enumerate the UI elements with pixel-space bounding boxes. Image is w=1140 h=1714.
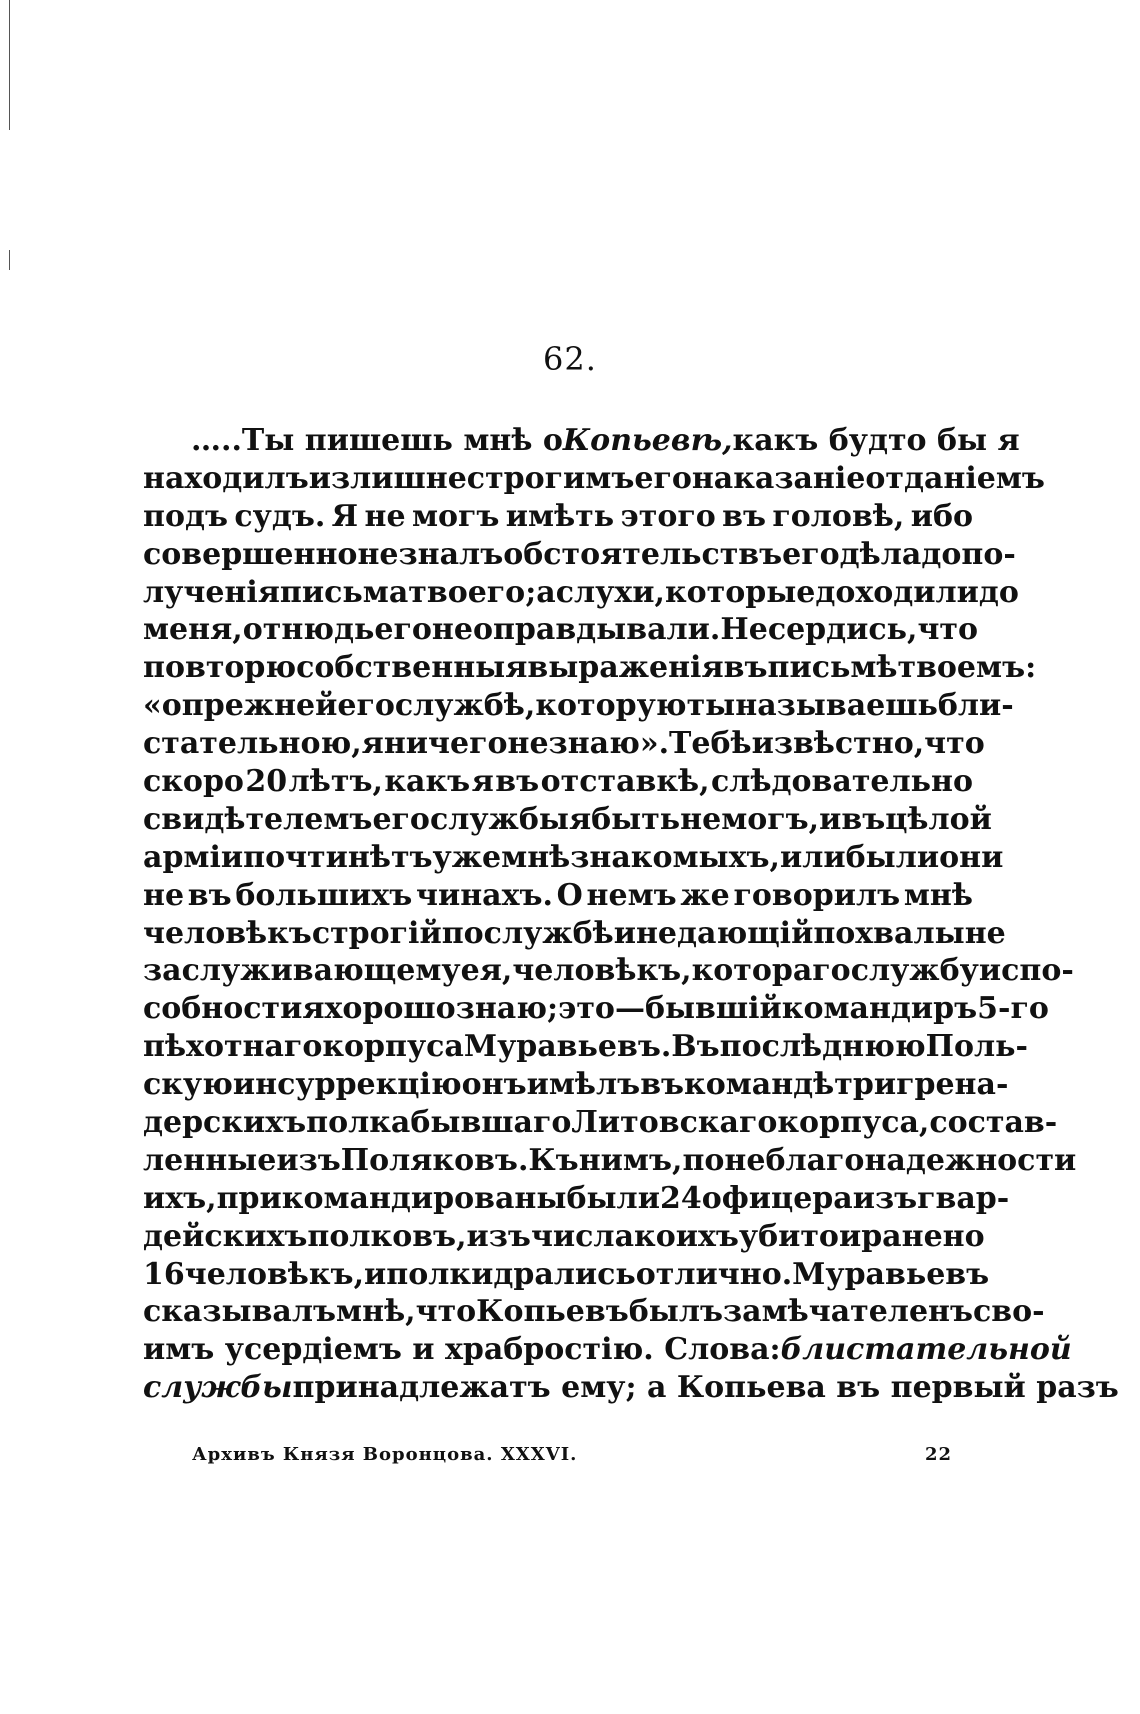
word: ея, (460, 953, 513, 989)
word: Тебѣ (669, 726, 752, 762)
word: и (838, 1218, 862, 1254)
word: твоего; (408, 574, 537, 610)
word: отлично. (635, 1256, 793, 1292)
word: его (374, 612, 432, 648)
word: что (415, 1294, 477, 1330)
text-line (143, 1369, 1119, 1407)
text-line (143, 574, 1019, 612)
word: стательною, (143, 726, 362, 762)
word: а (536, 574, 556, 610)
word: командиръ (781, 991, 978, 1027)
word: 24 (659, 1180, 702, 1216)
word: бли- (937, 688, 1014, 724)
word: лѣтъ, (288, 764, 383, 800)
word: повторю (143, 650, 297, 686)
word: неблагонадежности (724, 1142, 1077, 1178)
word: былъ (628, 1294, 723, 1330)
text-line (143, 1256, 990, 1294)
word: Въ (671, 1029, 720, 1065)
word: не (635, 915, 678, 951)
word: не (364, 498, 406, 534)
volume-number: XXXVI. (500, 1444, 578, 1465)
word: службѣ, (394, 688, 536, 724)
word: его (782, 536, 840, 572)
word: не (964, 915, 1006, 951)
word: ничего (383, 726, 508, 762)
word: замѣчателенъ (723, 1294, 974, 1330)
word: большихъ (235, 877, 413, 913)
word: имѣть (505, 498, 615, 534)
word: меня, (143, 612, 243, 648)
footer-title (192, 1444, 577, 1465)
word: арміи (143, 839, 244, 875)
word: по (682, 1142, 725, 1178)
text-line (143, 1028, 1028, 1066)
word: дающій (677, 915, 814, 951)
word: судъ. (234, 498, 326, 534)
word: строгій (311, 915, 442, 951)
word: хорошо (324, 991, 456, 1027)
word: я (302, 991, 325, 1027)
word: письма (279, 574, 409, 610)
text-line (143, 915, 1006, 953)
word: зналъ (398, 536, 504, 572)
word: мнѣ, (336, 1294, 416, 1330)
italic-quote: блистательной (780, 1332, 1072, 1368)
word: полки (386, 1256, 494, 1292)
word: инсуррекцію (232, 1067, 462, 1103)
word: въ (841, 801, 886, 837)
word: послѣднюю (719, 1029, 926, 1065)
word: Поль- (925, 1029, 1028, 1065)
scan-edge-line (9, 250, 10, 270)
word: извѣстно, (751, 726, 925, 762)
word: котораго (691, 953, 851, 989)
word: изъ (852, 1180, 918, 1216)
word: не (143, 877, 185, 913)
word: не (680, 801, 722, 837)
text-line (143, 763, 973, 801)
text-line (143, 1331, 1072, 1369)
word: они (939, 839, 1004, 875)
word: его (634, 460, 692, 496)
word: Муравьевъ (792, 1256, 990, 1292)
word: корпуса (322, 1029, 464, 1065)
word: не (507, 726, 549, 762)
word: грена- (896, 1067, 1009, 1103)
word: скоро (143, 764, 244, 800)
word: ты (686, 688, 736, 724)
text-line (143, 952, 1074, 990)
word: Я (331, 498, 359, 534)
word: прежней (181, 688, 338, 724)
word: изъ (466, 1218, 531, 1254)
word: я (361, 726, 384, 762)
word: чинахъ. (416, 877, 553, 913)
body-text (143, 422, 1119, 1407)
word: Не (720, 612, 768, 648)
text-line (143, 990, 1049, 1028)
text-line (143, 877, 973, 915)
word: отнюдь (242, 612, 375, 648)
word: заслуживающему (143, 953, 461, 989)
word: бывшаго (410, 1105, 572, 1141)
word: службѣ (483, 915, 614, 951)
word: полка (306, 1105, 411, 1141)
word: находилъ (143, 460, 309, 496)
printer-signature: 22 (924, 1444, 952, 1465)
word: строгимъ (466, 460, 635, 496)
word: обстоятельствъ (503, 536, 783, 572)
word: дейскихъ (143, 1218, 308, 1254)
word: выраженія (527, 650, 724, 686)
text-line (143, 611, 979, 649)
word: наказаніе (691, 460, 866, 496)
word: — (614, 991, 645, 1027)
word: подъ (143, 498, 228, 534)
word: бывшій (644, 991, 782, 1027)
text-line (143, 1142, 1077, 1180)
word: до (921, 536, 962, 572)
word: гвар- (917, 1180, 1010, 1216)
text-line (143, 725, 985, 763)
text-line (143, 1180, 1010, 1218)
word: мнѣ (501, 839, 571, 875)
word: въ (723, 650, 768, 686)
word: я (568, 801, 592, 837)
word: спо- (1001, 953, 1074, 989)
word: мнѣ (903, 877, 973, 913)
text-fragment: принадлежатъ ему; а Копьева въ первый разъ (292, 1370, 1119, 1406)
word: сказывалъ (143, 1294, 337, 1330)
word: немъ (586, 877, 677, 913)
word: по (441, 915, 484, 951)
word: его (372, 801, 430, 837)
word: по- (961, 536, 1016, 572)
word: излишне (308, 460, 467, 496)
word: Муравьевъ. (463, 1029, 672, 1065)
word: офицера (701, 1180, 853, 1216)
word: оправдывали. (472, 612, 721, 648)
word: изъ (276, 1142, 341, 1178)
word: могъ (411, 498, 500, 534)
word: ибо (910, 498, 973, 534)
word: же (680, 877, 730, 913)
word: въ (722, 498, 767, 534)
word: дерскихъ (143, 1105, 307, 1141)
word: ленные (143, 1142, 277, 1178)
text-line (143, 801, 992, 839)
word: отданіемъ (865, 460, 1045, 496)
word: отставкѣ, (540, 764, 710, 800)
word: письмѣ (767, 650, 898, 686)
text-line (143, 1218, 985, 1256)
word: его (337, 688, 395, 724)
word: и (613, 915, 636, 951)
word: 5-го (977, 991, 1049, 1027)
word: и (978, 953, 1002, 989)
word: и (819, 801, 842, 837)
word: скую (143, 1067, 233, 1103)
text-line (143, 536, 1016, 574)
word: не (357, 536, 399, 572)
word: Поляковъ. (340, 1142, 529, 1178)
text-line (143, 839, 1004, 877)
word: онъ (461, 1067, 527, 1103)
word: лученія (143, 574, 280, 610)
word: что (917, 612, 979, 648)
word: сердись, (767, 612, 918, 648)
word: коихъ (634, 1218, 739, 1254)
word: нимъ, (578, 1142, 683, 1178)
word: сво- (973, 1294, 1045, 1330)
word: въ (187, 877, 232, 913)
word: состав- (929, 1105, 1058, 1141)
text-line (143, 1066, 1009, 1104)
italic-quote: службы (143, 1370, 293, 1406)
word: совершенно (143, 536, 358, 572)
word: были (566, 1180, 660, 1216)
word: слѣдовательно (711, 764, 973, 800)
archive-title: Архивъ Князя Воронцова. (192, 1444, 494, 1465)
text-line (143, 1104, 1058, 1142)
text-line (143, 460, 1045, 498)
word: похвалы (813, 915, 965, 951)
word: почти (243, 839, 348, 875)
word: Къ (528, 1142, 579, 1178)
section-number: 62. (543, 340, 597, 378)
page-footer (192, 1444, 952, 1465)
word: я (471, 764, 494, 800)
word: уже (432, 839, 502, 875)
word: называешь (735, 688, 938, 724)
word: въ (495, 764, 540, 800)
word: которую (535, 688, 687, 724)
word: ихъ, (143, 1180, 217, 1216)
word: командѣ (684, 1067, 835, 1103)
word: были (845, 839, 940, 875)
word: головѣ, (772, 498, 905, 534)
word: службы (429, 801, 569, 837)
word: О (556, 877, 583, 913)
word: собственныя (296, 650, 528, 686)
word: Копьевъ (476, 1294, 629, 1330)
word: знаю; (455, 991, 559, 1027)
word: 16 (143, 1256, 185, 1292)
word: дѣла (839, 536, 922, 572)
word: человѣкъ, (184, 1256, 365, 1292)
word: числа (530, 1218, 635, 1254)
word: свидѣтелемъ (143, 801, 373, 837)
word: «о (143, 688, 182, 724)
text-fragment: …..Ты пишешь мнѣ о (191, 423, 563, 458)
word: это (558, 991, 615, 1027)
word: быть (591, 801, 681, 837)
word: знаю». (548, 726, 670, 762)
word: которые (664, 574, 816, 610)
word: этого (620, 498, 716, 534)
word: человѣкъ, (512, 953, 692, 989)
word: или (779, 839, 846, 875)
word: прикомандированы (216, 1180, 567, 1216)
word: ранено (861, 1218, 985, 1254)
text-fragment: имъ усердіемъ и храбростію. Слова: (143, 1332, 781, 1368)
word: слухи, (555, 574, 665, 610)
italic-name: Копьевѣ, (562, 423, 733, 458)
word: говорилъ (733, 877, 901, 913)
word: три (834, 1067, 897, 1103)
word: нѣтъ (347, 839, 433, 875)
word: цѣлой (885, 801, 992, 837)
word: собности (143, 991, 303, 1027)
word: имѣлъ (526, 1067, 641, 1103)
word: Литовскаго (571, 1105, 778, 1141)
word: какъ (384, 764, 471, 800)
text-line (143, 498, 973, 536)
word: знакомыхъ, (570, 839, 780, 875)
scan-edge-line (9, 0, 10, 130)
word: могъ, (721, 801, 820, 837)
word: пѣхотнаго (143, 1029, 323, 1065)
word: 20 (245, 764, 288, 800)
text-line (143, 1293, 1045, 1331)
word: убито (738, 1218, 839, 1254)
word: и (364, 1256, 387, 1292)
word: не (431, 612, 473, 648)
word: службу (850, 953, 979, 989)
text-line (143, 422, 1020, 460)
word: до (978, 574, 1019, 610)
text-line (143, 649, 1037, 687)
word: твоемъ: (897, 650, 1037, 686)
word: человѣкъ (143, 915, 312, 951)
word: дрались (493, 1256, 636, 1292)
word: въ (640, 1067, 685, 1103)
text-line (143, 687, 1014, 725)
word: корпуса, (777, 1105, 930, 1141)
word: доходили (815, 574, 979, 610)
text-fragment: какъ будто бы я (732, 423, 1020, 458)
word: что (924, 726, 985, 762)
word: полковъ, (307, 1218, 467, 1254)
